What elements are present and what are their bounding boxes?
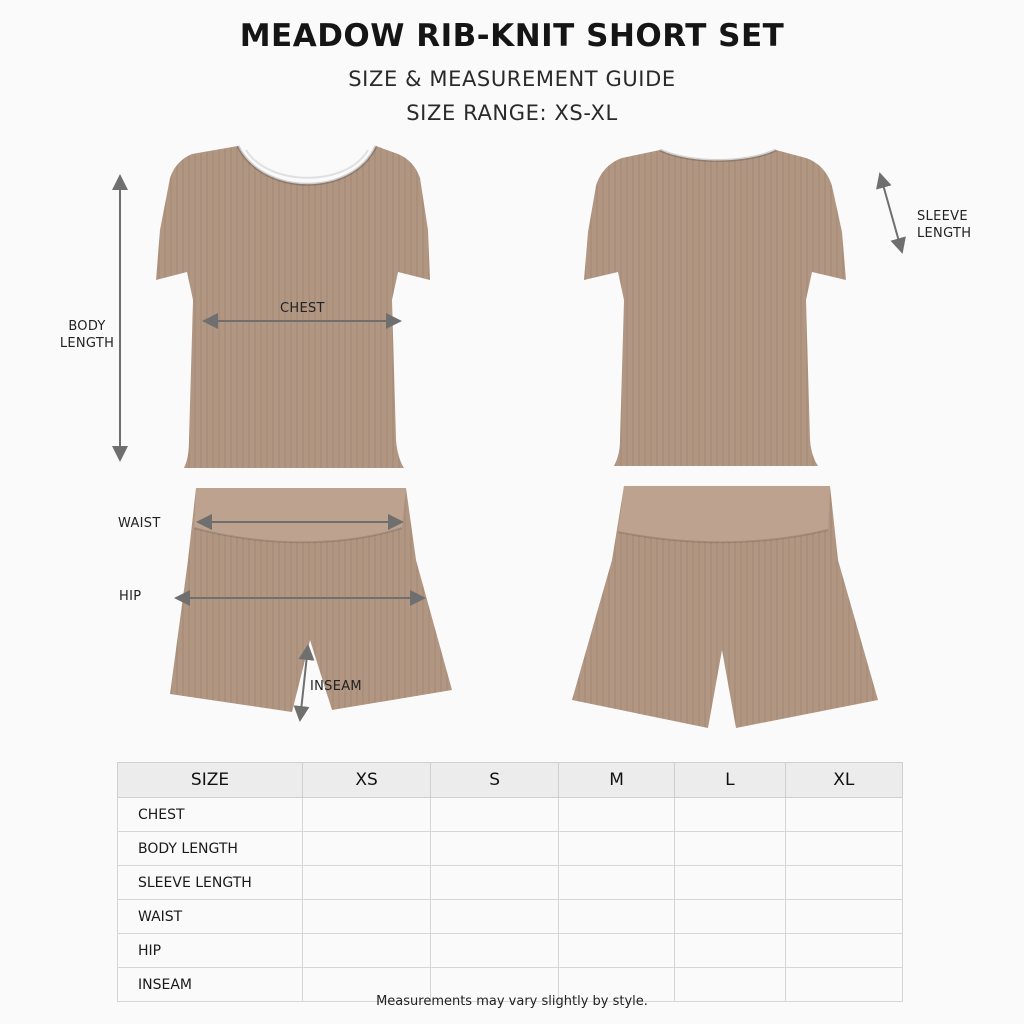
measurement-cell [431,832,559,866]
measurement-cell [559,832,675,866]
measurement-cell [303,798,431,832]
sleeve-length-arrow [880,174,902,252]
row-label: WAIST [118,900,303,934]
measurement-cell [785,832,902,866]
measurement-cell [785,900,902,934]
measurement-cell [675,832,785,866]
measurement-cell [559,798,675,832]
sleeve-length-label-line2: LENGTH [917,226,972,241]
table-row [118,866,903,900]
size-header-row [118,763,903,798]
measurement-cell [785,798,902,832]
waist-label: WAIST [118,516,161,531]
page-title: MEADOW RIB-KNIT SHORT SET [239,18,785,54]
size-xl-header: XL [785,763,902,798]
chest-label: CHEST [280,301,325,316]
hip-label: HIP [119,589,142,604]
size-col-header: SIZE [118,763,303,798]
row-label: CHEST [118,798,303,832]
size-xs-header: XS [303,763,431,798]
measurement-cell [303,866,431,900]
measurement-cell [431,900,559,934]
body-length-label-line1: BODY [68,319,106,334]
row-label: HIP [118,934,303,968]
footnote: Measurements may vary slightly by style. [376,994,648,1009]
size-chart-table [117,762,903,1002]
measurement-cell [431,934,559,968]
measurement-cell [431,866,559,900]
measurement-cell [675,900,785,934]
measurement-cell [559,900,675,934]
size-l-header: L [675,763,785,798]
size-s-header: S [431,763,559,798]
table-row [118,798,903,832]
measurement-cell [431,798,559,832]
measurement-cell [559,934,675,968]
sleeve-length-label-line1: SLEEVE [917,209,968,224]
measurement-cell [303,832,431,866]
measurement-cell [675,934,785,968]
back-top [584,150,846,466]
measurement-cell [675,798,785,832]
size-m-header: M [559,763,675,798]
measurement-cell [785,866,902,900]
guide-subtitle: SIZE & MEASUREMENT GUIDE [348,67,676,91]
sleeve-length-label [917,208,971,242]
table-row [118,900,903,934]
row-label: INSEAM [118,968,303,1002]
body-length-label [52,318,122,352]
measurement-cell [303,900,431,934]
row-label: BODY LENGTH [118,832,303,866]
back-shorts [572,486,878,728]
inseam-label: INSEAM [310,679,362,694]
table-row [118,934,903,968]
measurement-cell [785,934,902,968]
body-length-label-line2: LENGTH [59,336,115,351]
measurement-cell [559,866,675,900]
measurement-cell [675,866,785,900]
row-label: SLEEVE LENGTH [118,866,303,900]
measurement-cell [303,934,431,968]
table-row [118,832,903,866]
size-range: SIZE RANGE: XS-XL [406,101,618,125]
